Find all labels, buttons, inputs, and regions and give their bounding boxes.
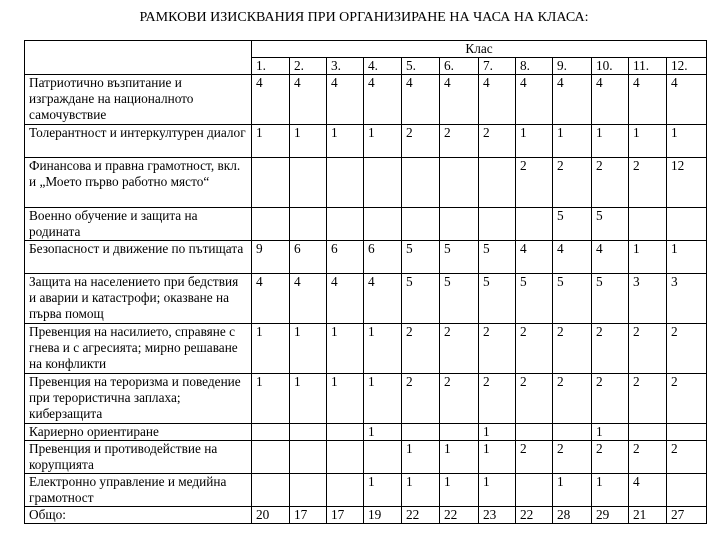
table-row bbox=[25, 424, 707, 441]
total-cell: 22 bbox=[440, 507, 479, 524]
hours-cell: 2 bbox=[592, 374, 629, 424]
hours-cell bbox=[516, 424, 553, 441]
table-row bbox=[25, 241, 707, 274]
hours-cell bbox=[364, 208, 402, 241]
total-cell: 23 bbox=[479, 507, 516, 524]
hours-cell: 1 bbox=[553, 474, 592, 507]
hours-cell bbox=[402, 208, 440, 241]
hours-cell: 1 bbox=[592, 424, 629, 441]
hours-cell: 4 bbox=[364, 274, 402, 324]
hours-cell: 1 bbox=[667, 241, 707, 274]
hours-cell: 1 bbox=[364, 474, 402, 507]
hours-cell: 2 bbox=[516, 158, 553, 208]
hours-cell: 1 bbox=[364, 374, 402, 424]
hours-cell: 2 bbox=[629, 158, 667, 208]
grade-header: 11. bbox=[629, 58, 667, 75]
hours-cell: 1 bbox=[592, 125, 629, 158]
hours-cell: 4 bbox=[516, 75, 553, 125]
hours-cell: 2 bbox=[516, 374, 553, 424]
hours-cell: 4 bbox=[553, 241, 592, 274]
hours-cell: 1 bbox=[327, 125, 364, 158]
topic-cell: Военно обучение и защита на родината bbox=[25, 208, 252, 241]
hours-cell bbox=[327, 158, 364, 208]
hours-cell bbox=[290, 474, 327, 507]
hours-cell: 5 bbox=[553, 208, 592, 241]
hours-cell bbox=[252, 424, 290, 441]
hours-cell: 5 bbox=[516, 274, 553, 324]
hours-cell: 2 bbox=[440, 374, 479, 424]
hours-cell: 1 bbox=[479, 441, 516, 474]
hours-cell: 1 bbox=[290, 125, 327, 158]
hours-cell: 2 bbox=[516, 441, 553, 474]
hours-cell: 4 bbox=[402, 75, 440, 125]
hours-cell: 1 bbox=[402, 474, 440, 507]
hours-cell bbox=[364, 158, 402, 208]
table-row bbox=[25, 441, 707, 474]
hours-cell: 4 bbox=[592, 75, 629, 125]
total-cell: 17 bbox=[290, 507, 327, 524]
hours-cell: 2 bbox=[629, 324, 667, 374]
hours-cell: 1 bbox=[479, 474, 516, 507]
topic-cell: Превенция на насилието, справяне с гнева и с агресията; мирно решаване на конфликти bbox=[25, 324, 252, 374]
hours-cell: 5 bbox=[553, 274, 592, 324]
hours-cell: 5 bbox=[479, 241, 516, 274]
hours-cell: 4 bbox=[327, 274, 364, 324]
hours-cell: 2 bbox=[629, 374, 667, 424]
hours-cell: 1 bbox=[364, 324, 402, 374]
hours-cell bbox=[516, 474, 553, 507]
hours-cell: 2 bbox=[516, 324, 553, 374]
hours-cell: 1 bbox=[327, 324, 364, 374]
hours-cell bbox=[402, 424, 440, 441]
header-row-group bbox=[25, 41, 707, 58]
hours-cell bbox=[440, 424, 479, 441]
hours-cell: 2 bbox=[592, 158, 629, 208]
hours-cell: 2 bbox=[553, 324, 592, 374]
hours-cell: 2 bbox=[667, 441, 707, 474]
hours-cell: 2 bbox=[667, 324, 707, 374]
hours-cell: 4 bbox=[290, 75, 327, 125]
hours-cell: 2 bbox=[440, 324, 479, 374]
grade-header: 10. bbox=[592, 58, 629, 75]
grade-header: 9. bbox=[553, 58, 592, 75]
hours-cell bbox=[667, 208, 707, 241]
hours-cell: 2 bbox=[402, 374, 440, 424]
topic-cell: Защита на населението при бедствия и аварии и катастрофи; оказване на първа помощ bbox=[25, 274, 252, 324]
table-row bbox=[25, 75, 707, 125]
hours-cell: 6 bbox=[364, 241, 402, 274]
table-row bbox=[25, 208, 707, 241]
grade-header: 5. bbox=[402, 58, 440, 75]
hours-cell: 5 bbox=[592, 208, 629, 241]
hours-cell: 1 bbox=[252, 324, 290, 374]
grade-header: 7. bbox=[479, 58, 516, 75]
total-cell: 17 bbox=[327, 507, 364, 524]
total-cell: 22 bbox=[402, 507, 440, 524]
grade-header: 8. bbox=[516, 58, 553, 75]
total-cell: 19 bbox=[364, 507, 402, 524]
hours-cell: 1 bbox=[592, 474, 629, 507]
hours-cell bbox=[667, 474, 707, 507]
topic-cell: Кариерно ориентиране bbox=[25, 424, 252, 441]
hours-cell: 1 bbox=[327, 374, 364, 424]
hours-cell bbox=[290, 208, 327, 241]
hours-cell bbox=[440, 208, 479, 241]
hours-cell: 5 bbox=[402, 241, 440, 274]
hours-cell: 4 bbox=[252, 75, 290, 125]
hours-cell: 2 bbox=[629, 441, 667, 474]
grade-header: 4. bbox=[364, 58, 402, 75]
hours-cell: 3 bbox=[667, 274, 707, 324]
table-row bbox=[25, 474, 707, 507]
table-row bbox=[25, 324, 707, 374]
hours-cell: 2 bbox=[553, 441, 592, 474]
hours-cell: 1 bbox=[629, 241, 667, 274]
topic-cell: Превенция на тероризма и поведение при терористична заплаха; киберзащита bbox=[25, 374, 252, 424]
hours-cell: 1 bbox=[252, 125, 290, 158]
hours-cell: 5 bbox=[592, 274, 629, 324]
hours-cell bbox=[629, 208, 667, 241]
total-row bbox=[25, 507, 707, 524]
hours-cell: 6 bbox=[290, 241, 327, 274]
table-row bbox=[25, 158, 707, 208]
hours-cell: 4 bbox=[516, 241, 553, 274]
hours-cell: 1 bbox=[553, 125, 592, 158]
hours-cell bbox=[252, 158, 290, 208]
hours-cell bbox=[252, 474, 290, 507]
hours-cell: 4 bbox=[440, 75, 479, 125]
topic-cell: Превенция и противодействие на корупцията bbox=[25, 441, 252, 474]
hours-cell: 5 bbox=[440, 241, 479, 274]
grade-header: 1. bbox=[252, 58, 290, 75]
grade-header: 2. bbox=[290, 58, 327, 75]
hours-cell: 5 bbox=[402, 274, 440, 324]
hours-cell bbox=[252, 441, 290, 474]
topic-cell: Безопасност и движение по пътищата bbox=[25, 241, 252, 274]
hours-cell: 2 bbox=[402, 324, 440, 374]
hours-cell: 2 bbox=[402, 125, 440, 158]
table-row bbox=[25, 374, 707, 424]
hours-cell: 4 bbox=[479, 75, 516, 125]
hours-cell bbox=[327, 474, 364, 507]
hours-cell bbox=[667, 424, 707, 441]
hours-cell bbox=[440, 158, 479, 208]
hours-cell bbox=[364, 441, 402, 474]
hours-cell: 2 bbox=[592, 324, 629, 374]
hours-cell: 4 bbox=[553, 75, 592, 125]
hours-cell: 2 bbox=[440, 125, 479, 158]
hours-cell bbox=[290, 158, 327, 208]
topic-cell: Финансова и правна грамотност, вкл. и „Моето първо работно място“ bbox=[25, 158, 252, 208]
hours-cell: 1 bbox=[516, 125, 553, 158]
hours-cell bbox=[327, 424, 364, 441]
grade-header: 12. bbox=[667, 58, 707, 75]
hours-cell: 1 bbox=[667, 125, 707, 158]
hours-cell: 2 bbox=[667, 374, 707, 424]
hours-cell: 4 bbox=[592, 241, 629, 274]
table-row bbox=[25, 274, 707, 324]
hours-cell bbox=[327, 208, 364, 241]
hours-cell: 1 bbox=[629, 125, 667, 158]
hours-cell bbox=[479, 208, 516, 241]
hours-cell bbox=[553, 424, 592, 441]
table-row bbox=[25, 125, 707, 158]
total-cell: 20 bbox=[252, 507, 290, 524]
hours-cell bbox=[327, 441, 364, 474]
hours-cell: 2 bbox=[479, 125, 516, 158]
hours-cell: 6 bbox=[327, 241, 364, 274]
hours-cell: 1 bbox=[479, 424, 516, 441]
hours-cell: 4 bbox=[252, 274, 290, 324]
total-label: Общо: bbox=[25, 507, 252, 524]
hours-cell: 2 bbox=[553, 374, 592, 424]
hours-cell: 2 bbox=[592, 441, 629, 474]
hours-cell bbox=[252, 208, 290, 241]
hours-cell: 2 bbox=[479, 374, 516, 424]
hours-cell: 4 bbox=[364, 75, 402, 125]
hours-cell bbox=[516, 208, 553, 241]
hours-cell: 1 bbox=[440, 441, 479, 474]
hours-cell: 1 bbox=[364, 424, 402, 441]
total-cell: 29 bbox=[592, 507, 629, 524]
hours-cell bbox=[479, 158, 516, 208]
total-cell: 27 bbox=[667, 507, 707, 524]
hours-cell: 4 bbox=[629, 474, 667, 507]
hours-cell: 4 bbox=[290, 274, 327, 324]
hours-cell: 3 bbox=[629, 274, 667, 324]
hours-cell: 2 bbox=[479, 324, 516, 374]
hours-cell: 1 bbox=[290, 324, 327, 374]
topic-cell: Електронно управление и медийна грамотност bbox=[25, 474, 252, 507]
hours-cell bbox=[629, 424, 667, 441]
hours-cell: 4 bbox=[667, 75, 707, 125]
hours-cell: 1 bbox=[252, 374, 290, 424]
hours-cell: 1 bbox=[402, 441, 440, 474]
hours-cell: 1 bbox=[290, 374, 327, 424]
page-title: РАМКОВИ ИЗИСКВАНИЯ ПРИ ОРГАНИЗИРАНЕ НА ЧАСА НА КЛАСА: bbox=[139, 10, 589, 25]
hours-cell: 2 bbox=[553, 158, 592, 208]
total-cell: 21 bbox=[629, 507, 667, 524]
requirements-table bbox=[24, 40, 707, 524]
hours-cell: 4 bbox=[629, 75, 667, 125]
hours-cell: 4 bbox=[327, 75, 364, 125]
total-cell: 28 bbox=[553, 507, 592, 524]
grade-header: 3. bbox=[327, 58, 364, 75]
hours-cell: 5 bbox=[440, 274, 479, 324]
total-cell: 22 bbox=[516, 507, 553, 524]
hours-cell: 12 bbox=[667, 158, 707, 208]
hours-cell: 9 bbox=[252, 241, 290, 274]
grade-header: 6. bbox=[440, 58, 479, 75]
hours-cell: 1 bbox=[440, 474, 479, 507]
hours-cell bbox=[290, 424, 327, 441]
hours-cell: 1 bbox=[364, 125, 402, 158]
corner-cell bbox=[25, 41, 252, 75]
hours-cell bbox=[290, 441, 327, 474]
class-group-header: Клас bbox=[252, 41, 707, 58]
topic-cell: Патриотично възпитание и изграждане на националното самочувствие bbox=[25, 75, 252, 125]
hours-cell: 5 bbox=[479, 274, 516, 324]
hours-cell bbox=[402, 158, 440, 208]
topic-cell: Толерантност и интеркултурен диалог bbox=[25, 125, 252, 158]
